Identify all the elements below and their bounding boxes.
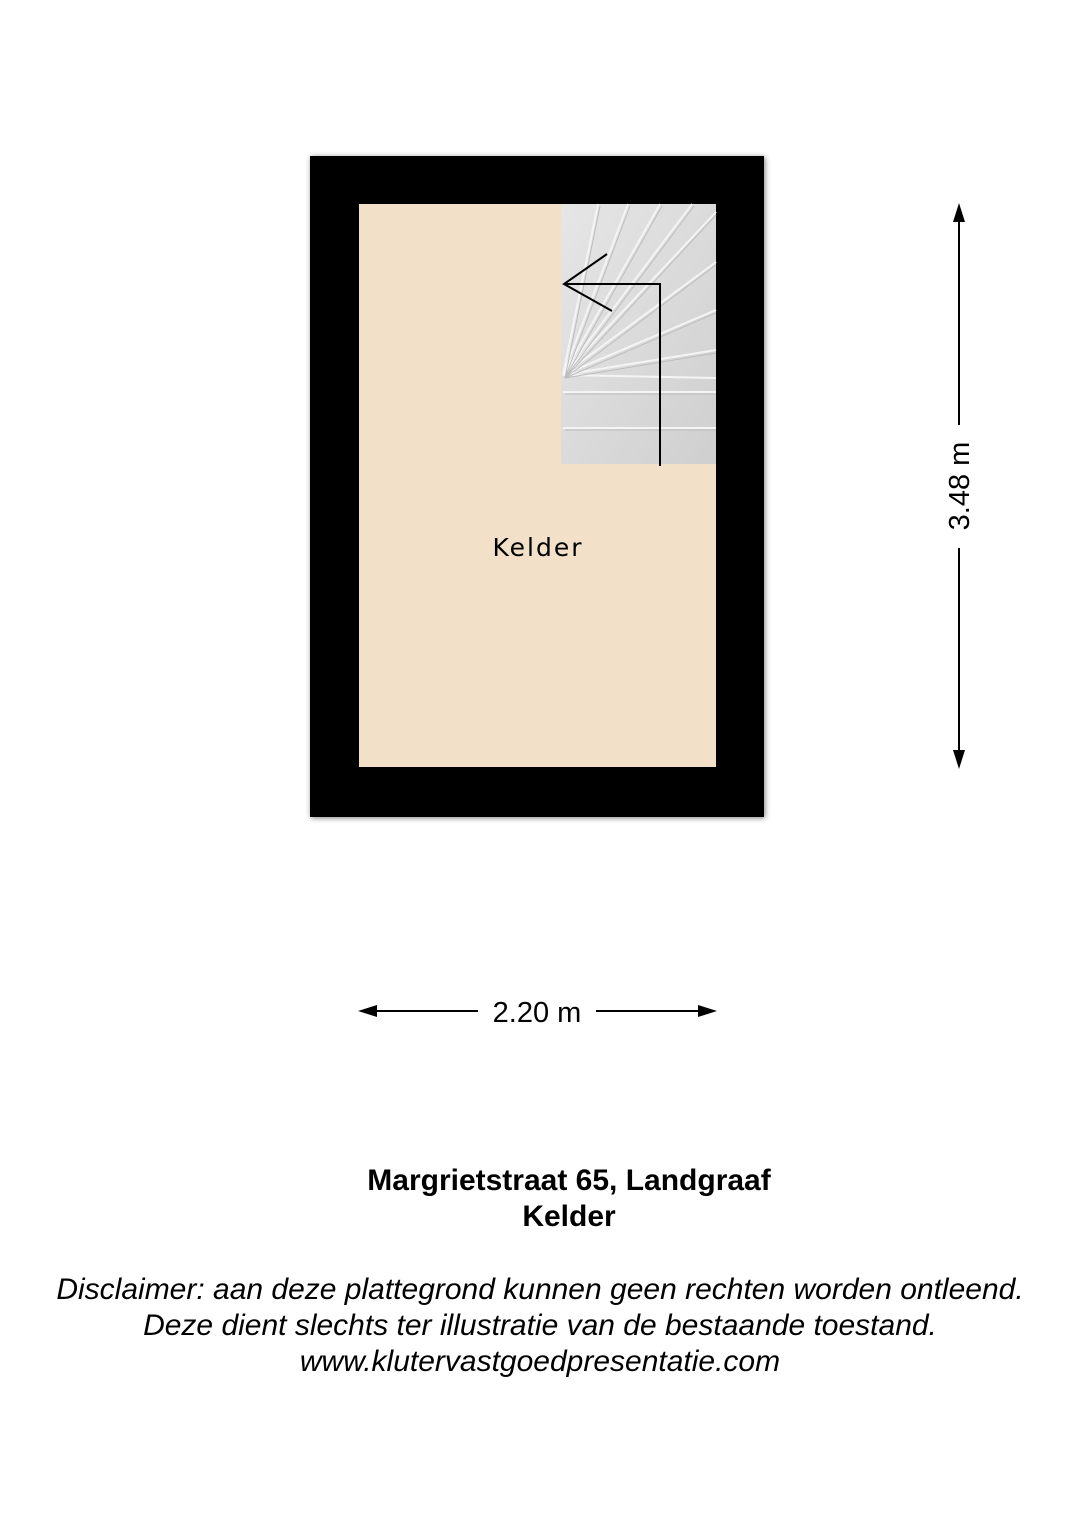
width-label: 2.20 m — [492, 997, 582, 1029]
arrow-right-icon — [698, 1005, 717, 1017]
arrow-left-icon — [358, 1005, 377, 1017]
arrow-up-icon — [953, 203, 965, 222]
disclaimer-line-1: Disclaimer: aan deze plattegrond kunnen geen rechten worden ontleend. — [56, 1273, 1024, 1306]
height-label: 3.48 m — [944, 441, 976, 531]
arrow-down-icon — [953, 750, 965, 769]
floor-title: Kelder — [522, 1200, 616, 1233]
address-title: Margrietstraat 65, Landgraaf — [367, 1164, 771, 1197]
disclaimer-block — [0, 1272, 1080, 1380]
room-label: Kelder — [492, 533, 584, 562]
height-dimension — [944, 203, 976, 769]
width-dimension — [358, 997, 717, 1029]
disclaimer-url: www.klutervastgoedpresentatie.com — [299, 1345, 781, 1378]
staircase — [561, 204, 716, 466]
disclaimer-line-2: Deze dient slechts ter illustratie van de bestaande toestand. — [143, 1309, 937, 1342]
title-block — [0, 1163, 1080, 1235]
